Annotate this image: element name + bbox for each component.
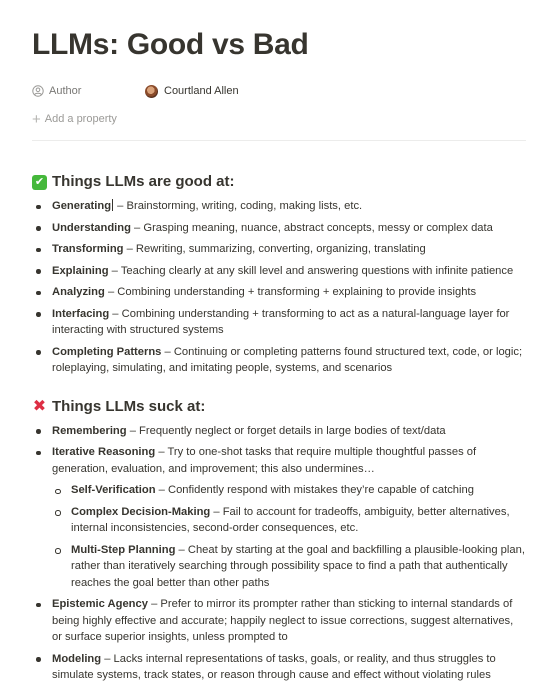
item-term: Analyzing bbox=[52, 286, 105, 298]
property-value-author[interactable] bbox=[145, 85, 239, 98]
list-item[interactable] bbox=[32, 263, 526, 280]
item-description: – Grasping meaning, nuance, abstract concepts, messy or complex data bbox=[130, 221, 493, 234]
add-property-label: Add a property bbox=[44, 113, 117, 125]
item-term: Complex Decision-Making bbox=[71, 505, 211, 518]
text-cursor bbox=[112, 199, 113, 211]
list-item[interactable] bbox=[32, 651, 526, 684]
item-description: – Confidently respond with mistakes they’re capable of catching bbox=[155, 484, 474, 496]
item-description: – Frequently neglect or forget details in large bodies of text/data bbox=[126, 424, 446, 437]
cross-mark-icon: ✖ bbox=[32, 397, 47, 415]
item-description: – Cheat by starting at the goal and backfilling a plausible-looking plan, rather than iteratively searching through possibility space to find a path that authentically reaches the goal better than other paths bbox=[71, 543, 525, 589]
item-description: – Rewriting, summarizing, converting, organizing, translating bbox=[123, 243, 426, 255]
item-term: Explaining bbox=[52, 264, 109, 277]
item-term: Completing Patterns bbox=[52, 345, 162, 358]
list-item[interactable] bbox=[32, 344, 526, 377]
item-term: Generating bbox=[52, 200, 112, 212]
heading-bad-text: Things LLMs suck at: bbox=[52, 397, 206, 415]
bad-list bbox=[32, 423, 526, 684]
heading-bad[interactable] bbox=[32, 397, 526, 417]
item-description: – Brainstorming, writing, coding, making lists, etc. bbox=[114, 200, 363, 212]
item-description: – Teaching clearly at any skill level and answering questions with infinite patience bbox=[108, 264, 514, 277]
list-item[interactable] bbox=[32, 284, 526, 301]
list-item[interactable] bbox=[32, 198, 526, 215]
list-item[interactable] bbox=[32, 444, 526, 477]
author-name: Courtland Allen bbox=[164, 85, 239, 97]
good-list bbox=[32, 198, 526, 377]
list-item[interactable] bbox=[32, 241, 526, 258]
item-term: Remembering bbox=[52, 424, 127, 437]
item-term: Self-Verification bbox=[71, 484, 156, 496]
item-description: – Combining understanding + transforming to act as a natural-language layer for interacting with structured systems bbox=[52, 307, 510, 336]
item-description: – Lacks internal representations of tasks, goals, or reality, and thus struggles to simulate systems, track states, or reason through cause and effect without violating rules bbox=[52, 652, 496, 681]
item-description: – Continuing or completing patterns found structured text, code, or logic; roleplaying, simulating, and imitating people, systems, and scenarios bbox=[52, 345, 523, 374]
item-description: – Combining understanding + transforming + explaining to provide insights bbox=[104, 286, 477, 298]
property-row-author bbox=[32, 80, 526, 102]
avatar bbox=[145, 85, 158, 98]
item-description: – Prefer to mirror its prompter rather than sticking to internal standards of being highly effective and accurate; happily neglect to issue corrections, suggest alternatives, or surface superior insights, unless prompted to bbox=[52, 598, 514, 643]
page-title[interactable]: LLMs: Good vs Bad bbox=[32, 28, 309, 61]
list-item[interactable] bbox=[32, 306, 526, 339]
item-term: Interfacing bbox=[52, 307, 110, 320]
item-term: Iterative Reasoning bbox=[52, 446, 156, 458]
check-mark-icon: ✔ bbox=[32, 175, 47, 190]
item-term: Epistemic Agency bbox=[52, 598, 148, 610]
item-description: – Fail to account for tradeoffs, ambiguity, better alternatives, internal inconsistencies, second-order consequences, etc. bbox=[71, 505, 510, 534]
add-property-button[interactable] bbox=[32, 108, 526, 130]
person-icon bbox=[32, 85, 44, 97]
sub-list-item[interactable] bbox=[51, 482, 526, 499]
item-description: – Try to one-shot tasks that require multiple thoughtful passes of generation, evaluation, and improvement; this also undermines… bbox=[52, 446, 477, 475]
property-key-label: Author bbox=[49, 85, 82, 97]
sub-list-item[interactable] bbox=[51, 504, 526, 537]
divider bbox=[32, 140, 526, 141]
list-item[interactable] bbox=[32, 423, 526, 440]
property-key-author[interactable] bbox=[32, 85, 145, 97]
heading-good[interactable] bbox=[32, 172, 526, 192]
item-term: Transforming bbox=[52, 243, 124, 255]
list-item[interactable] bbox=[32, 220, 526, 237]
list-item[interactable] bbox=[32, 596, 526, 646]
plus-icon: + bbox=[32, 110, 41, 128]
sub-list-item[interactable] bbox=[51, 542, 526, 592]
item-term: Multi-Step Planning bbox=[71, 543, 176, 556]
item-term: Modeling bbox=[52, 652, 102, 665]
properties-panel bbox=[32, 80, 526, 130]
heading-good-text: Things LLMs are good at: bbox=[52, 173, 235, 190]
item-term: Understanding bbox=[52, 221, 131, 234]
